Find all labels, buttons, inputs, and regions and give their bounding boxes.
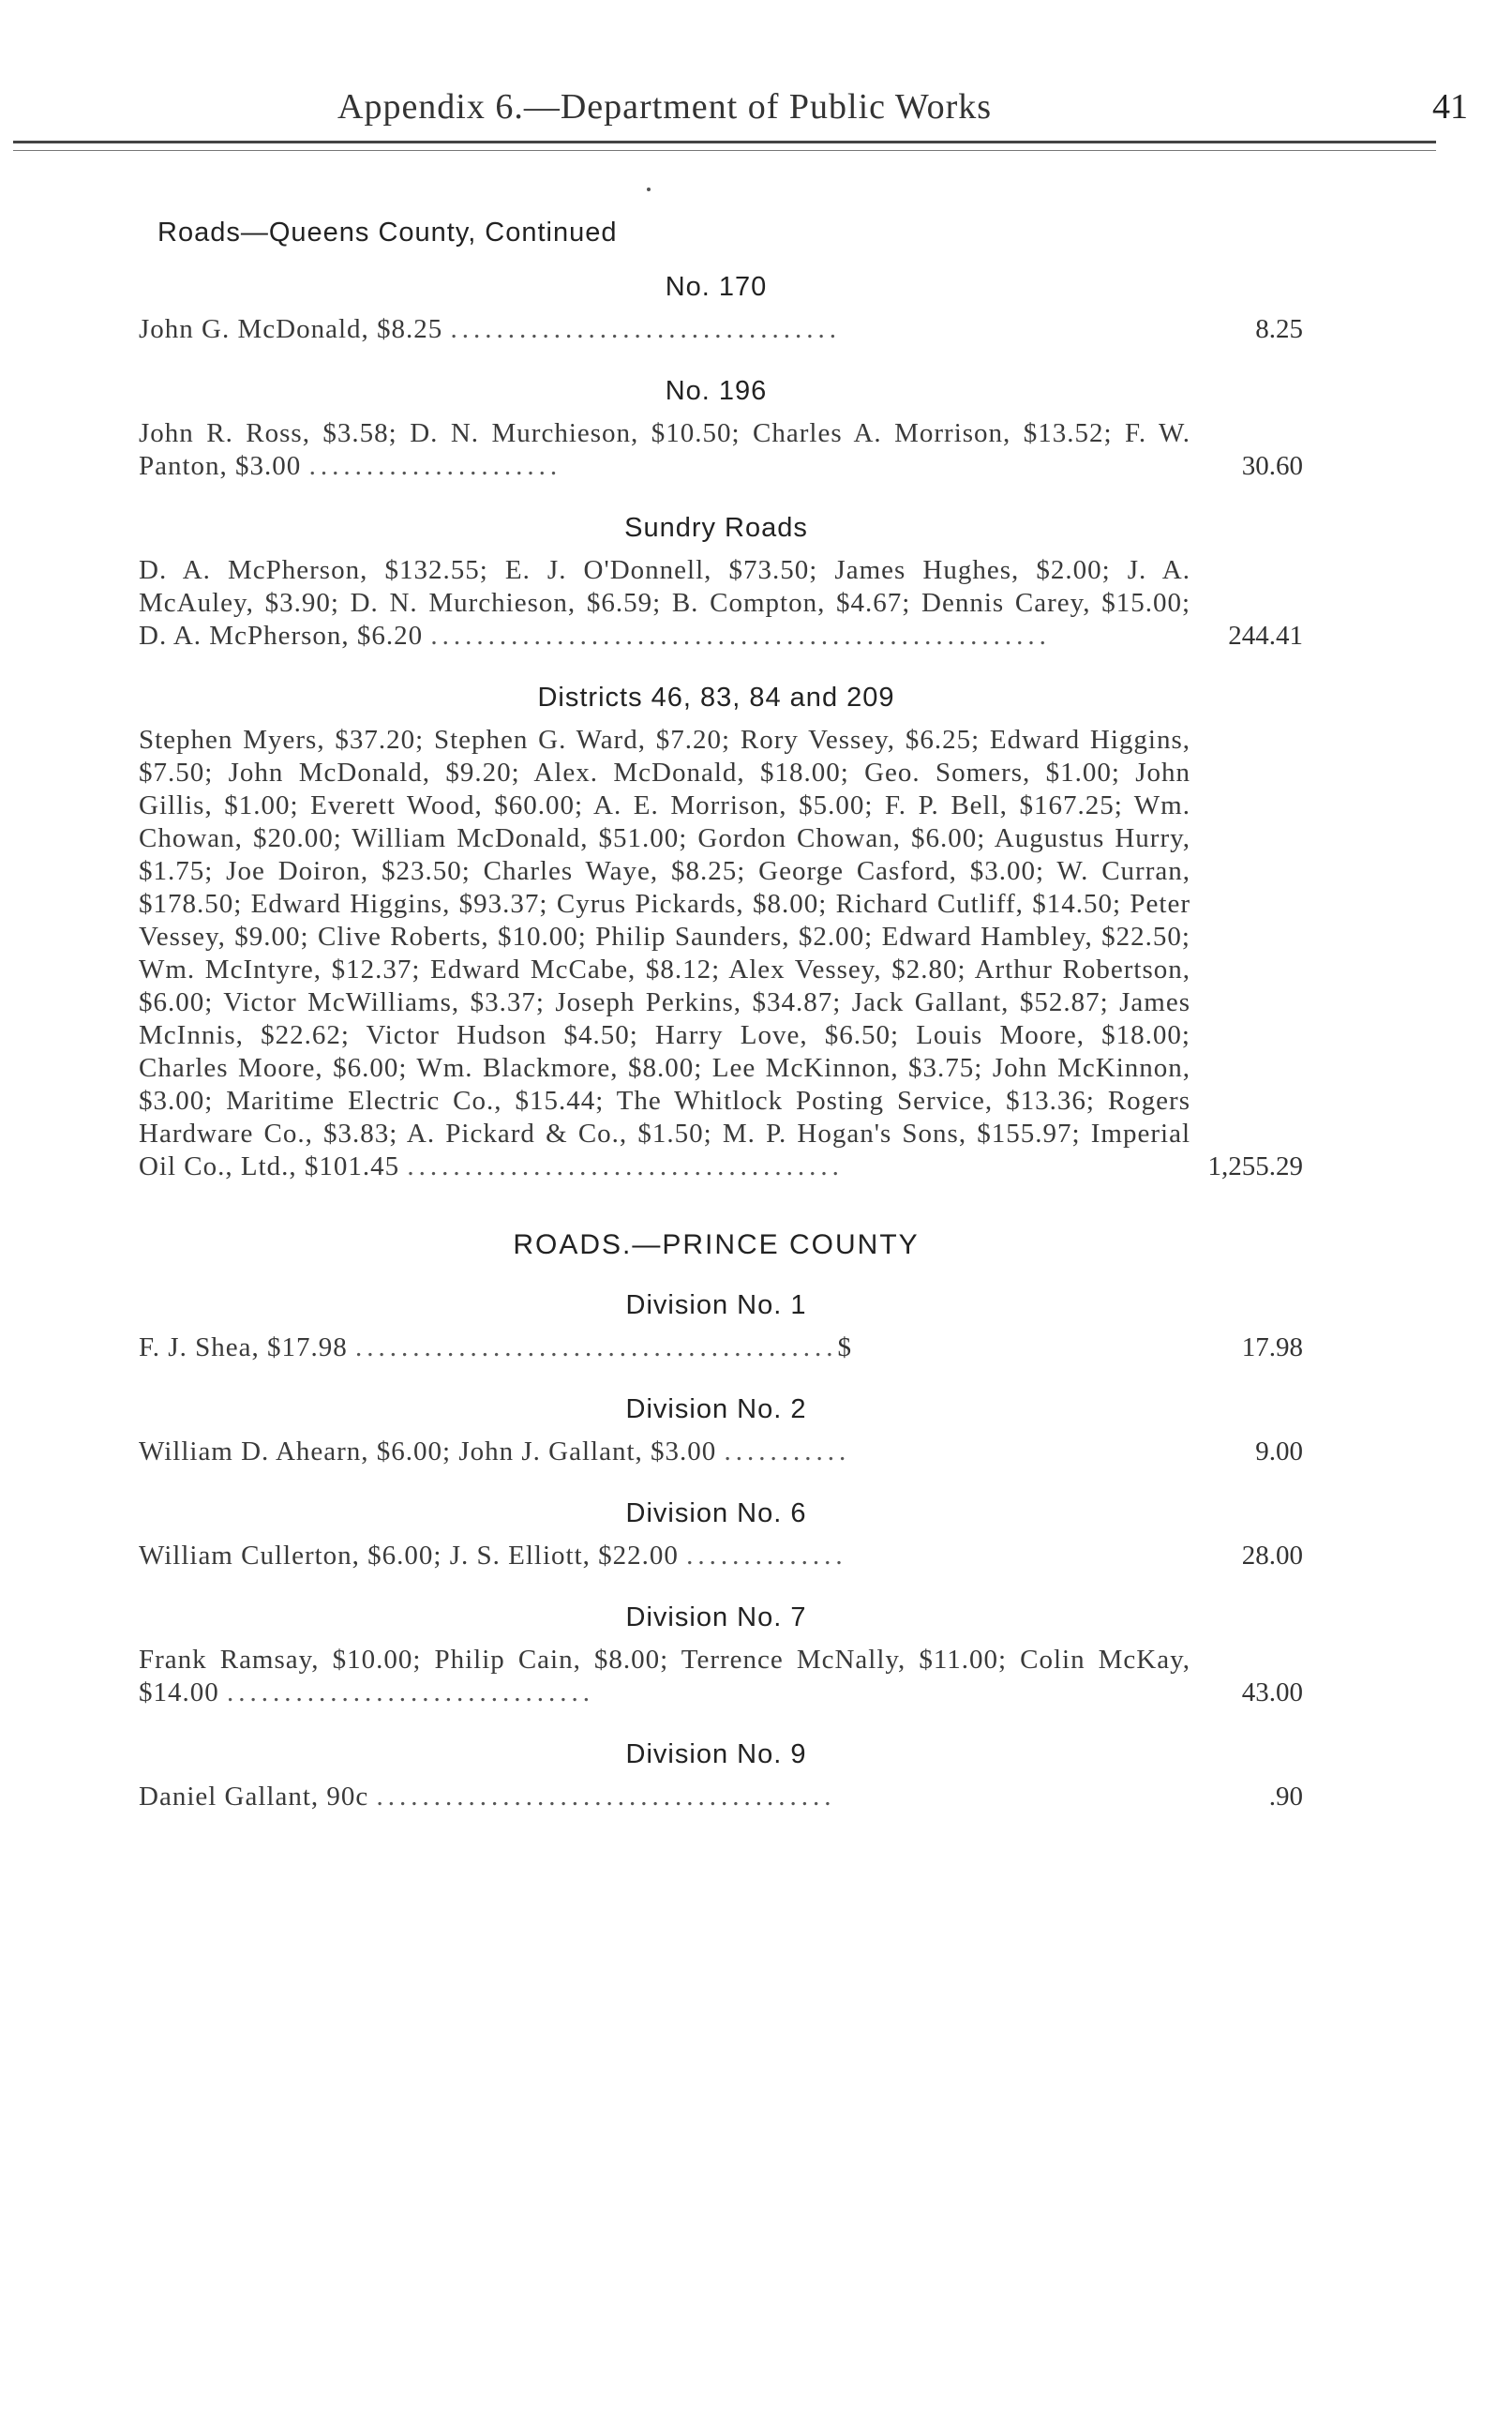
ledger-entry [139,1540,1303,1572]
section [139,1225,1303,1266]
entry-amount: 9.00 [1255,1436,1303,1466]
entry-amount: 1,255.29 [1207,1151,1303,1181]
section [139,1389,1303,1468]
entry-amount: 43.00 [1241,1677,1303,1707]
section [139,370,1303,483]
section-heading: Division No. 1 [625,1290,807,1320]
entry-text [139,1781,1190,1813]
entry-text [139,724,1190,1183]
dot-leader: .......................................... [354,1332,838,1362]
document-body [139,212,1303,1813]
stray-mark [647,188,651,191]
section-heading: Division No. 2 [625,1394,807,1424]
entry-text [139,1331,1190,1364]
dot-leader: .............. [686,1541,847,1571]
dollar-sign: $ [837,1332,852,1362]
entry-amount: 17.98 [1241,1332,1303,1362]
header-rule-thin [13,150,1436,151]
section-heading: Districts 46, 83, 84 and 209 [537,683,895,713]
dot-leader: ...................................... [407,1151,844,1181]
section [139,1493,1303,1572]
entry-text [139,1436,1190,1468]
section [139,212,1303,253]
entry-amount: 8.25 [1255,314,1303,344]
payees: Daniel Gallant, 90c [139,1782,377,1812]
ledger-entry [139,313,1303,346]
section-heading: Division No. 6 [625,1498,807,1528]
section-heading: ROADS.—PRINCE COUNTY [513,1229,920,1260]
running-head: Appendix 6.—Department of Public Works [337,87,993,127]
section [139,1734,1303,1813]
section [139,1597,1303,1709]
dot-leader: ...................................................... [430,621,1051,651]
payees: John G. McDonald, $8.25 [139,314,451,344]
payees: F. J. Shea, $17.98 [139,1332,355,1362]
section-heading: Division No. 7 [625,1602,807,1632]
ledger-entry [139,1436,1303,1468]
section-heading: Sundry Roads [624,513,808,543]
page-number: 41 [1432,87,1468,127]
dot-leader: ................................ [227,1677,594,1707]
ledger-entry [139,1331,1303,1364]
section [139,266,1303,346]
ledger-entry [139,1781,1303,1813]
entry-amount: 30.60 [1241,451,1303,481]
entry-text [139,1644,1190,1709]
ledger-entry [139,554,1303,653]
section [139,677,1303,1183]
dot-leader: .................................. [450,314,842,344]
payees: Stephen Myers, $37.20; Stephen G. Ward, $7.20; Rory Vessey, $6.25; Edward Higgins, $7.50; John McDonald, $9.20; Alex. McDonald, $18.00; Geo. Somers, $1.00; John Gillis, $1.00; Everett Wood, $60.00; A. E. Morrison, $5.00; F. P. Bell, $167.25; Wm. Chowan, $20.00; William McDonald, $51.00; Gordon Chowan, $6.00; Augustus Hurry, $1.75; Joe Doiron, $23.50; Charles Waye, $8.25; George Casford, $3.00; W. Curran, $178.50; Edward Higgins, $93.37; Cyrus Pickards, $8.00; Richard Cutliff, $14.50; Peter Vessey, $9.00; Clive Roberts, $10.00; Philip Saunders, $2.00; Edward Hambley, $22.50; Wm. McIntyre, $12.37; Edward McCabe, $8.12; Alex Vessey, $2.80; Arthur Robertson, $6.00; Victor McWilliams, $3.37; Joseph Perkins, $34.87; Jack Gallant, $52.87; James McInnis, $22.62; Victor Hudson $4.50; Harry Love, $6.50; Louis Moore, $18.00; Charles Moore, $6.00; Wm. Blackmore, $8.00; Lee McKinnon, $3.75; John McKinnon, $3.00; Maritime Electric Co., $15.44; The Whitlock Posting Service, $13.36; Rogers Hardware Co., $3.83; A. Pickard & Co., $1.50; M. P. Hogan's Sons, $155.97; Imperial Oil Co., Ltd., $101.45 [139,725,1190,1181]
entry-text [139,1540,1190,1572]
section [139,507,1303,653]
header-rule [13,141,1436,143]
dot-leader: ........... [724,1436,851,1466]
entry-text [139,417,1190,483]
ledger-entry [139,724,1303,1183]
dot-leader: ........................................ [376,1782,836,1812]
entry-amount: .90 [1268,1782,1303,1812]
section-heading: No. 170 [665,272,768,302]
section-heading: Division No. 9 [625,1739,807,1769]
payees: Frank Ramsay, $10.00; Philip Cain, $8.00; Terrence McNally, $11.00; Colin McKay, $14.00 [139,1645,1190,1707]
section-heading: Roads—Queens County, Continued [157,218,618,248]
entry-amount: 244.41 [1228,621,1303,651]
ledger-entry [139,1644,1303,1709]
payees: D. A. McPherson, $132.55; E. J. O'Donnell, $73.50; James Hughes, $2.00; J. A. McAuley, $3.90; D. N. Murchieson, $6.59; B. Compton, $4.67; Dennis Carey, $15.00; D. A. McPherson, $6.20 [139,555,1190,651]
dot-leader: ...................... [308,451,562,481]
payees: William D. Ahearn, $6.00; John J. Gallant, $3.00 [139,1436,725,1466]
entry-text [139,313,1190,346]
section [139,1285,1303,1364]
entry-amount: 28.00 [1241,1541,1303,1571]
section-heading: No. 196 [665,376,768,406]
payees: John R. Ross, $3.58; D. N. Murchieson, $10.50; Charles A. Morrison, $13.52; F. W. Panton, $3.00 [139,418,1190,481]
payees: William Cullerton, $6.00; J. S. Elliott, $22.00 [139,1541,687,1571]
ledger-entry [139,417,1303,483]
entry-text [139,554,1190,653]
